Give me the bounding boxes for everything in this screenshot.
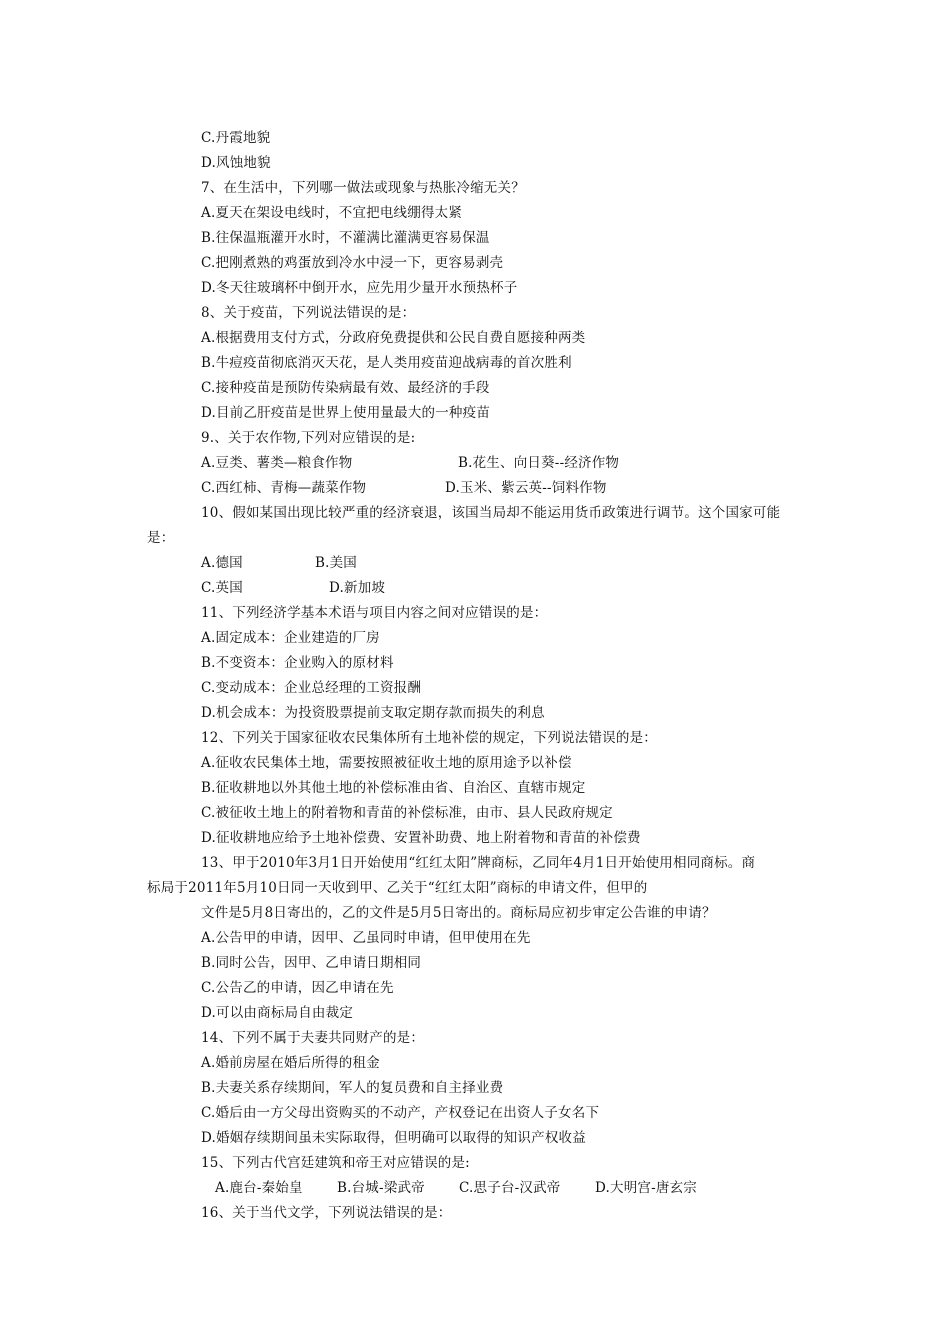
question-9: 9.、关于农作物,下列对应错误的是: — [201, 430, 416, 446]
q10-option-a: A.德国 — [201, 555, 243, 571]
q7-option-b: B.往保温瓶灌开水时，不灌满比灌满更容易保温 — [201, 230, 490, 246]
question-16: 16、关于当代文学，下列说法错误的是： — [201, 1205, 452, 1221]
q13-option-d: D.可以由商标局自由裁定 — [201, 1005, 354, 1021]
q8-option-c: C.接种疫苗是预防传染病最有效、最经济的手段 — [201, 380, 490, 396]
q7-option-a: A.夏天在架设电线时，不宜把电线绷得太紧 — [201, 205, 463, 221]
question-12: 12、下列关于国家征收农民集体所有土地补偿的规定，下列说法错误的是： — [201, 730, 657, 746]
question-8: 8、关于疫苗，下列说法错误的是： — [201, 305, 416, 321]
option-c-prev: C.丹霞地貌 — [201, 130, 271, 146]
q9-option-a: A.豆类、薯类—粮食作物 — [201, 455, 353, 471]
q10-option-d: D.新加坡 — [329, 580, 386, 596]
question-11: 11、下列经济学基本术语与项目内容之间对应错误的是： — [201, 605, 548, 621]
q15-option-b: B.台城-梁武帝 — [337, 1180, 425, 1196]
q15-option-c: C.思子台-汉武帝 — [459, 1180, 561, 1196]
q7-option-d: D.冬天往玻璃杯中倒开水，应先用少量开水预热杯子 — [201, 280, 518, 296]
question-13-line-2: 标局于2011年5月10日同一天收到甲、乙关于“红红太阳”商标的申请文件，但甲的 — [147, 880, 648, 896]
q11-option-c: C.变动成本：企业总经理的工资报酬 — [201, 680, 422, 696]
q14-option-a: A.婚前房屋在婚后所得的租金 — [201, 1055, 380, 1071]
q9-option-b: B.花生、向日葵--经济作物 — [458, 455, 620, 471]
q13-option-b: B.同时公告，因甲、乙申请日期相同 — [201, 955, 422, 971]
question-7: 7、在生活中，下列哪一做法或现象与热胀冷缩无关？ — [201, 180, 525, 196]
q10-option-c: C.英国 — [201, 580, 243, 596]
question-10-line-1: 10、假如某国出现比较严重的经济衰退，该国当局却不能运用货币政策进行调节。这个国家可能 — [201, 505, 781, 521]
q9-option-d: D.玉米、紫云英--饲料作物 — [445, 480, 607, 496]
question-15: 15、下列古代宫廷建筑和帝王对应错误的是: — [201, 1155, 470, 1171]
q8-option-a: A.根据费用支付方式，分政府免费提供和公民自费自愿接种两类 — [201, 330, 586, 346]
question-13-line-3: 文件是5月8日寄出的，乙的文件是5月5日寄出的。商标局应初步审定公告谁的申请？ — [201, 905, 716, 921]
question-13-line-1: 13、甲于2010年3月1日开始使用“红红太阳”牌商标，乙同年4月1日开始使用相同商标。商 — [201, 855, 756, 871]
q14-option-c: C.婚后由一方父母出资购买的不动产，产权登记在出资人子女名下 — [201, 1105, 600, 1121]
q11-option-a: A.固定成本：企业建造的厂房 — [201, 630, 380, 646]
q14-option-b: B.夫妻关系存续期间，军人的复员费和自主择业费 — [201, 1080, 504, 1096]
q12-option-d: D.征收耕地应给予土地补偿费、安置补助费、地上附着物和青苗的补偿费 — [201, 830, 641, 846]
q8-option-b: B.牛痘疫苗彻底消灭天花，是人类用疫苗迎战病毒的首次胜利 — [201, 355, 572, 371]
question-14: 14、下列不属于夫妻共同财产的是： — [201, 1030, 425, 1046]
option-d-prev: D.风蚀地貌 — [201, 155, 271, 171]
q11-option-b: B.不变资本：企业购入的原材料 — [201, 655, 394, 671]
q8-option-d: D.目前乙肝疫苗是世界上使用量最大的一种疫苗 — [201, 405, 491, 421]
q13-option-c: C.公告乙的申请，因乙申请在先 — [201, 980, 394, 996]
q9-option-c: C.西红柿、青梅—蔬菜作物 — [201, 480, 367, 496]
q7-option-c: C.把刚煮熟的鸡蛋放到冷水中浸一下，更容易剥壳 — [201, 255, 504, 271]
q15-option-a: A.鹿台-秦始皇 — [215, 1180, 303, 1196]
q12-option-a: A.征收农民集体土地，需要按照被征收土地的原用途予以补偿 — [201, 755, 572, 771]
q14-option-d: D.婚姻存续期间虽未实际取得，但明确可以取得的知识产权收益 — [201, 1130, 586, 1146]
q13-option-a: A.公告甲的申请，因甲、乙虽同时申请，但甲使用在先 — [201, 930, 531, 946]
q15-option-d: D.大明宫-唐玄宗 — [595, 1180, 697, 1196]
q10-option-b: B.美国 — [315, 555, 358, 571]
q11-option-d: D.机会成本：为投资股票提前支取定期存款而损失的利息 — [201, 705, 545, 721]
q12-option-c: C.被征收土地上的附着物和青苗的补偿标准，由市、县人民政府规定 — [201, 805, 613, 821]
q12-option-b: B.征收耕地以外其他土地的补偿标准由省、自治区、直辖市规定 — [201, 780, 586, 796]
question-10-line-2: 是： — [147, 530, 175, 546]
